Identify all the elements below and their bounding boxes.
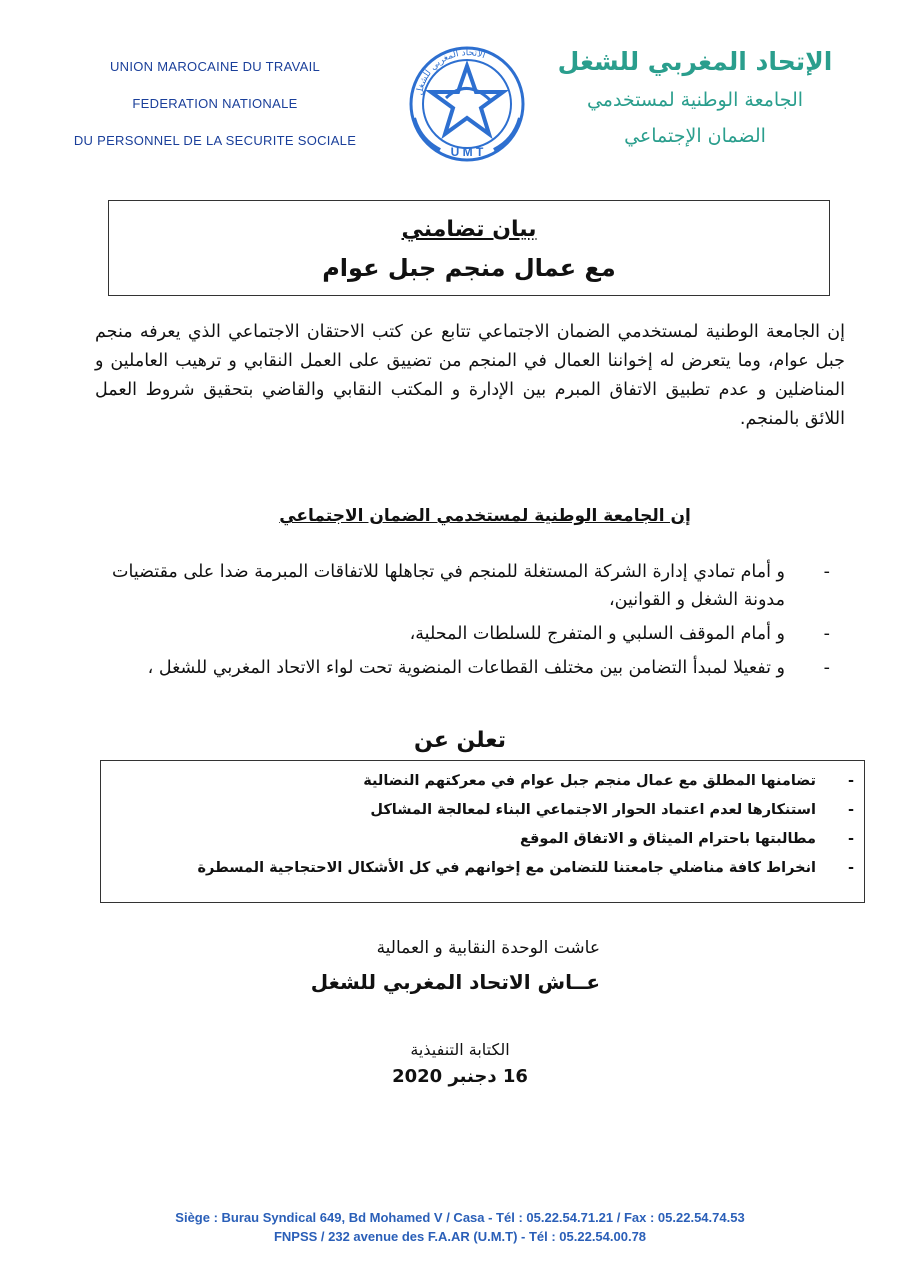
declaration-text: انخراط كافة مناضلي جامعتنا للتضامن مع إخوانهم في كل الأشكال الاحتجاجية المسطرة [197, 860, 816, 876]
umt-emblem-icon [400, 38, 535, 163]
slogan-unity: عاشت الوحدة النقابية و العمالية [376, 938, 600, 958]
title-line-2: مع عمال منجم جبل عوام [322, 254, 616, 282]
footer [60, 1208, 860, 1246]
logo-ring-text: الاتحاد المغربي للشغل [414, 48, 487, 97]
bullet-dash: - [823, 562, 830, 582]
executive-office: الكتابة التنفيذية [410, 1040, 510, 1059]
list-item-text: و أمام الموقف السلبي و المتفرج للسلطات المحلية، [409, 624, 785, 644]
bullet-dash: - [847, 831, 854, 847]
slogan-umt: عــاش الاتحاد المغربي للشغل [310, 970, 600, 994]
bullet-dash: - [847, 802, 854, 818]
list-item [100, 620, 830, 648]
header-ar-line-2: الجامعة الوطنية لمستخدمي [586, 89, 804, 111]
bullet-dash: - [847, 860, 854, 876]
declaration-text: استنكارها لعدم اعتماد الحوار الاجتماعي البناء لمعالجة المشاكل [370, 802, 816, 818]
declaration-text: تضامنها المطلق مع عمال منجم جبل عوام في معركتهم النضالية [363, 773, 816, 789]
footer-line-1: Siège : Burau Syndical 649, Bd Mohamed V / Casa - Tél : 05.22.54.71.21 / Fax : 05.22.54.74.53 [175, 1210, 745, 1225]
declaration-text: مطالبتها باحترام الميثاق و الاتفاق الموقع [519, 831, 816, 847]
intro-paragraph: إن الجامعة الوطنية لمستخدمي الضمان الاجتماعي تتابع عن كتب الاحتقان الاجتماعي الذي يعرفه منجم جبل عوام، وما يتعرض له إخواننا العمال في المنجم من تضييق على العمل النقابي و ترهيب العاملين و المناضلين و عدم تطبيق الاتفاق المبرم بين الإدارة و المكتب النقابي والقاضي بتحقيق شروط العمل اللائق بالمنجم. [95, 322, 845, 429]
title-line-1: بيان تضامني [401, 217, 537, 242]
list-item [100, 654, 830, 682]
subheading: إن الجامعة الوطنية لمستخدمي الضمان الاجتماعي [279, 506, 691, 526]
considerations-list [100, 558, 830, 688]
footer-line-2: FNPSS / 232 avenue des F.A.AR (U.M.T) - Tél : 05.22.54.00.78 [273, 1229, 647, 1244]
logo-umt-text: U M T [450, 145, 484, 159]
list-item [100, 558, 830, 614]
header-fr-line-3: DU PERSONNEL DE LA SECURITE SOCIALE [73, 133, 357, 148]
document-date: 16 دجنبر 2020 [392, 1066, 528, 1087]
bullet-dash: - [823, 658, 830, 678]
header-arabic-block [545, 42, 845, 154]
title-box [108, 200, 830, 296]
header-ar-line-1: الإتحاد المغربي للشغل [557, 47, 833, 76]
list-item [111, 767, 854, 796]
umt-logo [400, 38, 535, 163]
list-item [111, 825, 854, 854]
announce-heading: تعلن عن [414, 728, 506, 753]
bullet-dash: - [847, 773, 854, 789]
header-ar-line-3: الضمان الإجتماعي [624, 125, 766, 147]
list-item [111, 796, 854, 825]
declarations-box [100, 760, 865, 903]
header-french-block [50, 52, 380, 163]
list-item-text: و أمام تمادي إدارة الشركة المستغلة للمنجم في تجاهلها للاتفاقات المبرمة ضدا على مقتضيات مدونة الشغل و القوانين، [112, 562, 785, 610]
header-fr-line-1: UNION MAROCAINE DU TRAVAIL [109, 59, 321, 74]
bullet-dash: - [823, 624, 830, 644]
list-item [111, 854, 854, 883]
header-fr-line-2: FEDERATION NATIONALE [132, 96, 298, 111]
list-item-text: و تفعيلا لمبدأ التضامن بين مختلف القطاعات المنضوية تحت لواء الاتحاد المغربي للشغل ، [147, 658, 785, 678]
